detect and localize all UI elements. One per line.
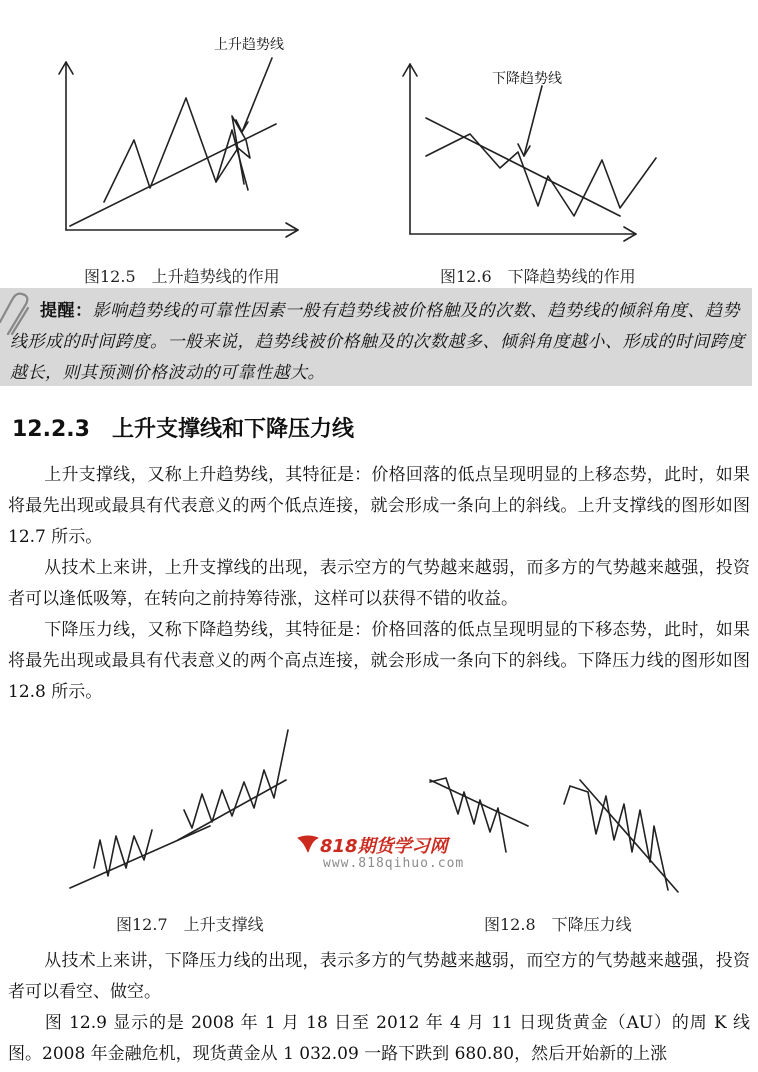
price-line: [426, 134, 656, 216]
price-wave-1: [94, 830, 152, 876]
figure-12-5-annotation: 上升趋势线: [214, 37, 284, 53]
price-wave-2: [184, 730, 288, 828]
uptrend-line: [70, 124, 276, 226]
support-line-2: [178, 780, 286, 840]
support-line-1: [70, 826, 210, 888]
paragraph-4-text: 从技术上来讲，下降压力线的出现，表示多方的气势越来越弱，而空方的气势越来越强，投资者可以看空、做空。: [8, 951, 750, 1002]
watermark-url: www.818qihuo.com: [323, 856, 465, 871]
paragraph-2: [8, 553, 750, 615]
section-heading: 12.2.3 上升支撑线和下降压力线: [12, 417, 354, 442]
figure-12-7-caption: 图12.7 上升支撑线: [116, 915, 264, 934]
price-line: [104, 98, 250, 202]
paragraph-2-text: 从技术上来讲，上升支撑线的出现，表示空方的气势越来越弱，而多方的气势越来越强，投资者可以逢低吸筹，在转向之前持筹待涨，这样可以获得不错的收益。: [8, 558, 750, 609]
annotation-arrow: [524, 86, 542, 156]
tip-text: [10, 296, 746, 389]
paragraph-5: [8, 1008, 750, 1070]
tip-label: 提醒：: [40, 301, 93, 321]
tip-body: 影响趋势线的可靠性因素一般有趋势线被价格触及的次数、趋势线的倾斜角度、趋势线形成的时间跨度。一般来说，趋势线被价格触及的次数越多、倾斜角度越小、形成的时间跨度越长，则其预测价格波动的可靠性越大。: [10, 301, 745, 383]
paragraph-1-text: 上升支撑线，又称上升趋势线，其特征是：价格回落的低点呈现明显的上移态势，此时，如果将最先出现或最具有代表意义的两个低点连接，就会形成一条向上的斜线。上升支撑线的图形如图 12.7 所示。: [8, 465, 750, 547]
price-wave-2: [564, 786, 668, 890]
paragraph-4: [8, 946, 750, 1008]
figure-12-7-diagram: [60, 718, 310, 898]
watermark-logo-icon: [296, 832, 320, 856]
watermark-title: 818期货学习网: [320, 836, 448, 857]
paragraph-3: [8, 615, 750, 708]
paragraph-5-text: 图 12.9 显示的是 2008 年 1 月 18 日至 2012 年 4 月 11 日现货黄金（AU）的周 K 线图。2008 年金融危机，现货黄金从 1 032.09 一路下跌到 680.80，然后开始新的上涨: [8, 1013, 750, 1064]
figure-12-5-diagram: [40, 40, 310, 250]
figure-12-8-diagram: [420, 752, 720, 902]
figure-12-6-annotation: 下降趋势线: [492, 71, 562, 87]
paragraph-1: [8, 460, 750, 553]
figure-12-5-caption: 图12.5 上升趋势线的作用: [84, 267, 280, 286]
figure-12-6-caption: 图12.6 下降趋势线的作用: [440, 267, 636, 286]
figure-12-8-caption: 图12.8 下降压力线: [484, 915, 632, 934]
annotation-arrow: [242, 58, 272, 132]
paragraph-3-text: 下降压力线，又称下降趋势线，其特征是：价格回落的低点呈现明显的下移态势，此时，如果将最先出现或最具有代表意义的两个高点连接，就会形成一条向下的斜线。下降压力线的图形如图 12.8 所示。: [8, 620, 750, 702]
